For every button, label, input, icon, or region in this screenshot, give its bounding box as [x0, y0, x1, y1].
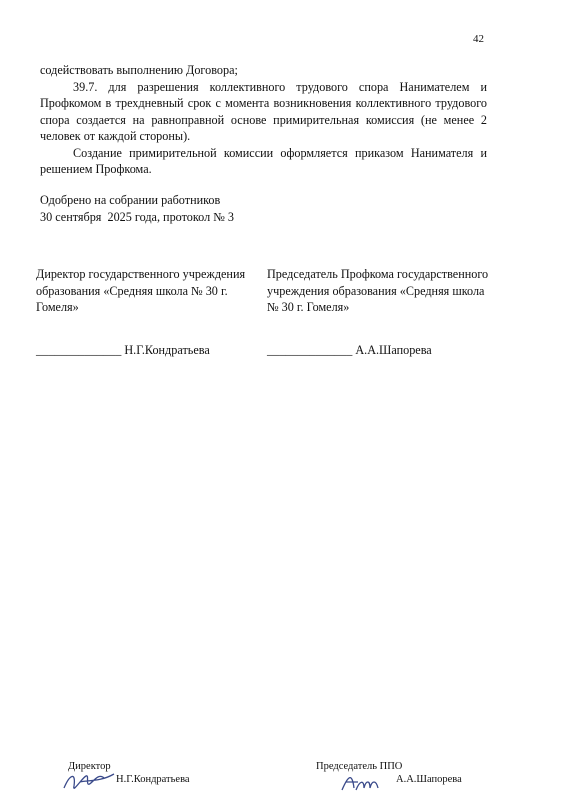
footer-director-name: Н.Г.Кондратьева	[116, 774, 190, 785]
director-signature-line: ______________ Н.Г.Кондратьева	[36, 343, 210, 357]
footer-union-chair-role: Председатель ППО	[316, 761, 403, 772]
paragraph-commission: Создание примирительной комиссии оформляется приказом Нанимателя и решением Профкома.	[40, 145, 487, 176]
footer-union-chair-name: А.А.Шапорева	[396, 774, 462, 785]
document-body	[40, 62, 487, 178]
approval-line-2: 30 сентября 2025 года, протокол № 3	[40, 209, 234, 224]
footer-director	[68, 760, 190, 786]
director-title: Директор государственного учреждения образования «Средняя школа № 30 г. Гомеля»	[36, 267, 246, 314]
union-chair-signature-line: ______________ А.А.Шапорева	[267, 343, 432, 357]
approval-line-1: Одобрено на собрании работников	[40, 193, 221, 207]
footer-director-role: Директор	[68, 761, 111, 772]
footer-union-chair	[316, 760, 462, 786]
page-number: 42	[473, 33, 484, 45]
paragraph-39-7: 39.7. для разрешения коллективного трудового спора Нанимателем и Профкомом в трехдневный срок с момента возникновения коллективного трудового спора создается на равноправной основе примирительная комиссия (не менее 2 человек от каждой стороны).	[40, 79, 487, 143]
union-chair-title: Председатель Профкома государственного учреждения образования «Средняя школа № 30 г. Гомеля»	[267, 267, 489, 314]
approval-note	[40, 192, 234, 225]
paragraph-continuation: содействовать выполнению Договора;	[40, 63, 238, 77]
